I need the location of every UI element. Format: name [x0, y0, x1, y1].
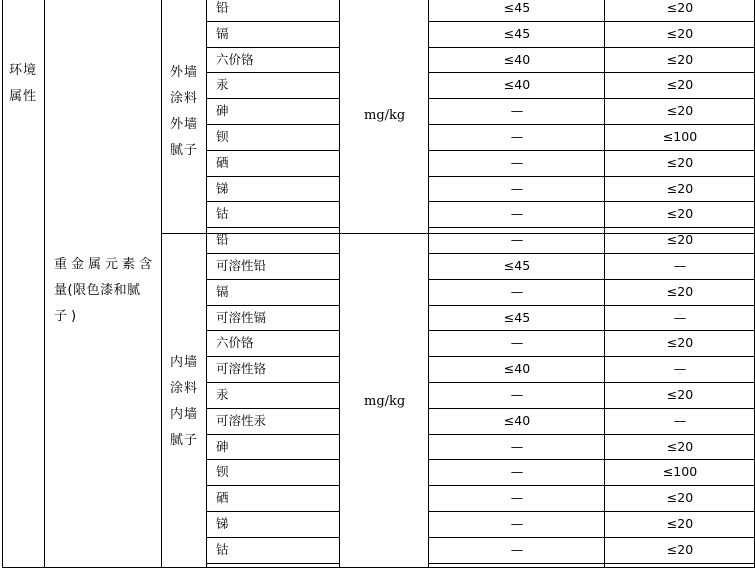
putty-limit: ≤20	[666, 52, 694, 67]
putty-limit: ≤20	[666, 155, 694, 170]
paint-limit: —	[510, 129, 524, 144]
row-divider	[428, 356, 755, 357]
element-name: 砷	[216, 439, 229, 454]
column-divider	[428, 0, 429, 568]
element-name: 汞	[216, 387, 229, 402]
putty-limit: ≤20	[666, 516, 694, 531]
row-divider	[206, 537, 339, 538]
row-divider	[428, 459, 755, 460]
putty-limit: ≤20	[666, 26, 694, 41]
row-divider	[428, 511, 755, 512]
paint-limit: ≤40	[503, 77, 531, 92]
element-name: 可溶性铬	[216, 361, 267, 376]
row-divider	[428, 72, 755, 73]
paint-limit: ≤45	[503, 258, 531, 273]
group-label-interior: 内墙 涂料 内墙 腻子	[170, 355, 199, 448]
row-divider	[428, 227, 755, 228]
row-divider	[206, 21, 339, 22]
row-divider	[428, 330, 755, 331]
column-divider	[44, 0, 45, 568]
putty-limit: —	[673, 258, 687, 273]
paint-limit: —	[510, 181, 524, 196]
putty-limit: —	[673, 413, 687, 428]
group-label-exterior: 外墙 涂料 外墙 腻子	[170, 65, 199, 158]
element-name: 汞	[216, 77, 229, 92]
putty-limit: ≤20	[666, 335, 694, 350]
row-divider	[206, 408, 339, 409]
row-divider	[428, 485, 755, 486]
putty-limit: ≤20	[666, 490, 694, 505]
row-divider	[428, 537, 755, 538]
row-divider	[206, 201, 339, 202]
putty-limit: ≤20	[666, 0, 694, 15]
putty-limit: ≤100	[662, 464, 698, 479]
row-divider	[206, 434, 339, 435]
row-divider	[206, 330, 339, 331]
putty-limit: ≤100	[662, 129, 698, 144]
element-name: 铅	[216, 0, 229, 15]
paint-limit: —	[510, 155, 524, 170]
row-divider	[428, 47, 755, 48]
row-divider	[206, 150, 339, 151]
row-divider	[428, 253, 755, 254]
putty-limit: ≤20	[666, 232, 694, 247]
putty-limit: ≤20	[666, 542, 694, 557]
paint-limit: —	[510, 542, 524, 557]
paint-limit: ≤45	[503, 0, 531, 15]
putty-limit: —	[673, 310, 687, 325]
element-name: 钴	[216, 542, 229, 557]
element-name: 钡	[216, 464, 229, 479]
unit-label-interior: mg/kg	[364, 394, 406, 409]
putty-limit: ≤20	[666, 77, 694, 92]
element-name: 砷	[216, 103, 229, 118]
paint-limit: —	[510, 490, 524, 505]
paint-limit: ≤40	[503, 52, 531, 67]
element-name: 镉	[216, 26, 229, 41]
putty-limit: —	[673, 361, 687, 376]
row-divider	[206, 356, 339, 357]
category-label: 环境 属性	[9, 63, 38, 104]
row-divider	[206, 511, 339, 512]
putty-limit: ≤20	[666, 284, 694, 299]
putty-limit: ≤20	[666, 181, 694, 196]
row-divider	[428, 563, 755, 564]
row-divider	[428, 434, 755, 435]
element-name: 可溶性镉	[216, 310, 267, 325]
paint-limit: —	[510, 387, 524, 402]
paint-limit: —	[510, 284, 524, 299]
row-divider	[206, 253, 339, 254]
element-name: 钴	[216, 206, 229, 221]
column-divider	[339, 0, 340, 568]
row-divider	[206, 98, 339, 99]
element-name: 六价铬	[216, 335, 254, 350]
row-divider	[206, 227, 339, 228]
row-divider	[206, 563, 339, 564]
putty-limit: ≤20	[666, 206, 694, 221]
paint-limit: —	[510, 232, 524, 247]
paint-limit: —	[510, 103, 524, 118]
element-name: 锑	[216, 516, 229, 531]
row-divider	[428, 279, 755, 280]
unit-label-exterior: mg/kg	[364, 108, 406, 123]
row-divider	[206, 124, 339, 125]
element-name: 镉	[216, 284, 229, 299]
paint-limit: —	[510, 464, 524, 479]
row-divider	[428, 382, 755, 383]
element-name: 锑	[216, 181, 229, 196]
element-name: 硒	[216, 155, 229, 170]
column-divider	[206, 0, 207, 568]
element-name: 可溶性汞	[216, 413, 267, 428]
column-divider	[604, 0, 605, 568]
row-divider	[428, 98, 755, 99]
row-divider	[206, 279, 339, 280]
row-divider	[428, 124, 755, 125]
row-divider	[428, 201, 755, 202]
table-border-left	[2, 0, 3, 568]
row-divider	[206, 459, 339, 460]
paint-limit: ≤45	[503, 26, 531, 41]
element-name: 钡	[216, 129, 229, 144]
paint-limit: —	[510, 206, 524, 221]
paint-limit: ≤40	[503, 361, 531, 376]
row-divider	[428, 21, 755, 22]
element-name: 硒	[216, 490, 229, 505]
putty-limit: ≤20	[666, 103, 694, 118]
putty-limit: ≤20	[666, 387, 694, 402]
paint-limit: ≤40	[503, 413, 531, 428]
row-divider	[206, 305, 339, 306]
paint-limit: ≤45	[503, 310, 531, 325]
row-divider	[206, 176, 339, 177]
putty-limit: ≤20	[666, 439, 694, 454]
row-divider	[428, 176, 755, 177]
item-label: 重金属元素含 量(限色漆和腻 子)	[54, 257, 157, 324]
element-name: 六价铬	[216, 52, 254, 67]
row-divider	[206, 72, 339, 73]
row-divider	[428, 408, 755, 409]
table-border-bottom	[2, 567, 755, 568]
row-divider	[428, 305, 755, 306]
paint-limit: —	[510, 516, 524, 531]
column-divider	[161, 0, 162, 568]
row-divider	[206, 47, 339, 48]
element-name: 铅	[216, 232, 229, 247]
row-divider	[206, 382, 339, 383]
row-divider	[428, 150, 755, 151]
paint-limit: —	[510, 335, 524, 350]
row-divider	[206, 485, 339, 486]
paint-limit: —	[510, 439, 524, 454]
element-name: 可溶性铅	[216, 258, 267, 273]
